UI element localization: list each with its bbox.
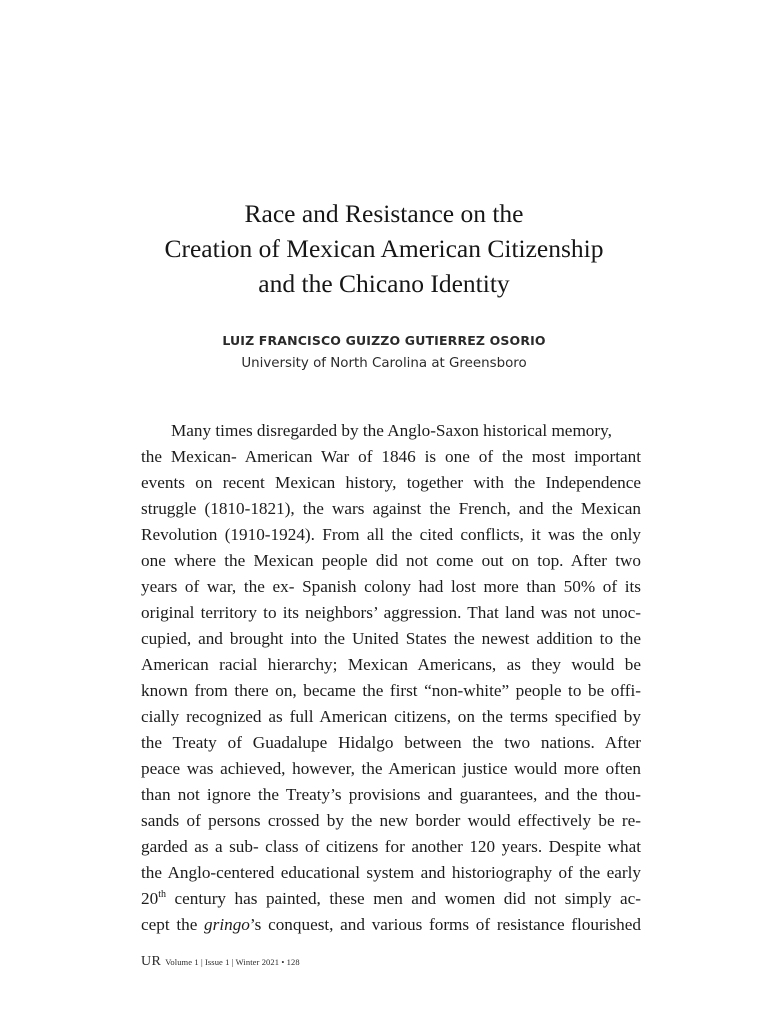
- body-line: Revolution (1910-1924). From all the cited conflicts, it was the only: [141, 525, 641, 544]
- body-line: years of war, the ex- Spanish colony had lost more than 50% of its: [141, 577, 641, 596]
- body-line-superscript: [141, 886, 641, 912]
- body-line: garded as a sub- class of citizens for another 120 years. Despite what: [141, 837, 641, 856]
- body-line: than not ignore the Treaty’s provisions and guarantees, and the thou-: [141, 785, 641, 804]
- body-line: original territory to its neighbors’ aggression. That land was not unoc-: [141, 603, 641, 622]
- title-line-2: Creation of Mexican American Citizenship: [164, 234, 604, 263]
- body-line-rest: century has painted, these men and women did not simply ac-: [165, 889, 641, 908]
- body-line: peace was achieved, however, the American justice would more often: [141, 759, 641, 778]
- author-affiliation: University of North Carolina at Greensboro: [241, 356, 527, 371]
- ordinal-superscript: th: [158, 889, 166, 900]
- body-line: cupied, and brought into the United States the newest addition to the: [141, 629, 641, 648]
- body-line: sands of persons crossed by the new border would effectively be re-: [141, 811, 641, 830]
- title-line-1: Race and Resistance on the: [244, 199, 524, 228]
- body-line: one where the Mexican people did not come out on top. After two: [141, 551, 641, 570]
- body-line-pre: cept the: [141, 915, 205, 934]
- body-paragraph: [141, 418, 641, 938]
- body-line-italic: [141, 912, 641, 938]
- body-line: events on recent Mexican history, together with the Independence: [141, 473, 641, 492]
- body-line: cially recognized as full American citizens, on the terms specified by: [141, 707, 641, 726]
- body-line: the Mexican- American War of 1846 is one of the most important: [141, 447, 641, 466]
- body-line: known from there on, became the first “non-white” people to be offi-: [141, 681, 641, 700]
- body-line: Many times disregarded by the Anglo-Saxon historical memory,: [171, 421, 612, 440]
- journal-name: UR: [141, 954, 162, 969]
- body-line: the Treaty of Guadalupe Hidalgo between the two nations. After: [141, 733, 641, 752]
- body-line: struggle (1810-1821), the wars against the French, and the Mexican: [141, 499, 641, 518]
- issue-info: Volume 1 | Issue 1 | Winter 2021 • 128: [165, 957, 300, 967]
- century-number: 20: [141, 889, 159, 908]
- article-title: [84, 196, 684, 301]
- body-line: American racial hierarchy; Mexican Americans, as they would be: [141, 655, 641, 674]
- author-name: LUIZ FRANCISCO GUIZZO GUTIERREZ OSORIO: [222, 333, 546, 348]
- title-line-3: and the Chicano Identity: [258, 269, 510, 298]
- page-footer: [141, 952, 300, 970]
- body-line-rest: ’s conquest, and various forms of resistance flourished: [249, 915, 641, 934]
- italic-word: gringo: [204, 915, 250, 934]
- body-line: the Anglo-centered educational system and historiography of the early: [141, 863, 641, 882]
